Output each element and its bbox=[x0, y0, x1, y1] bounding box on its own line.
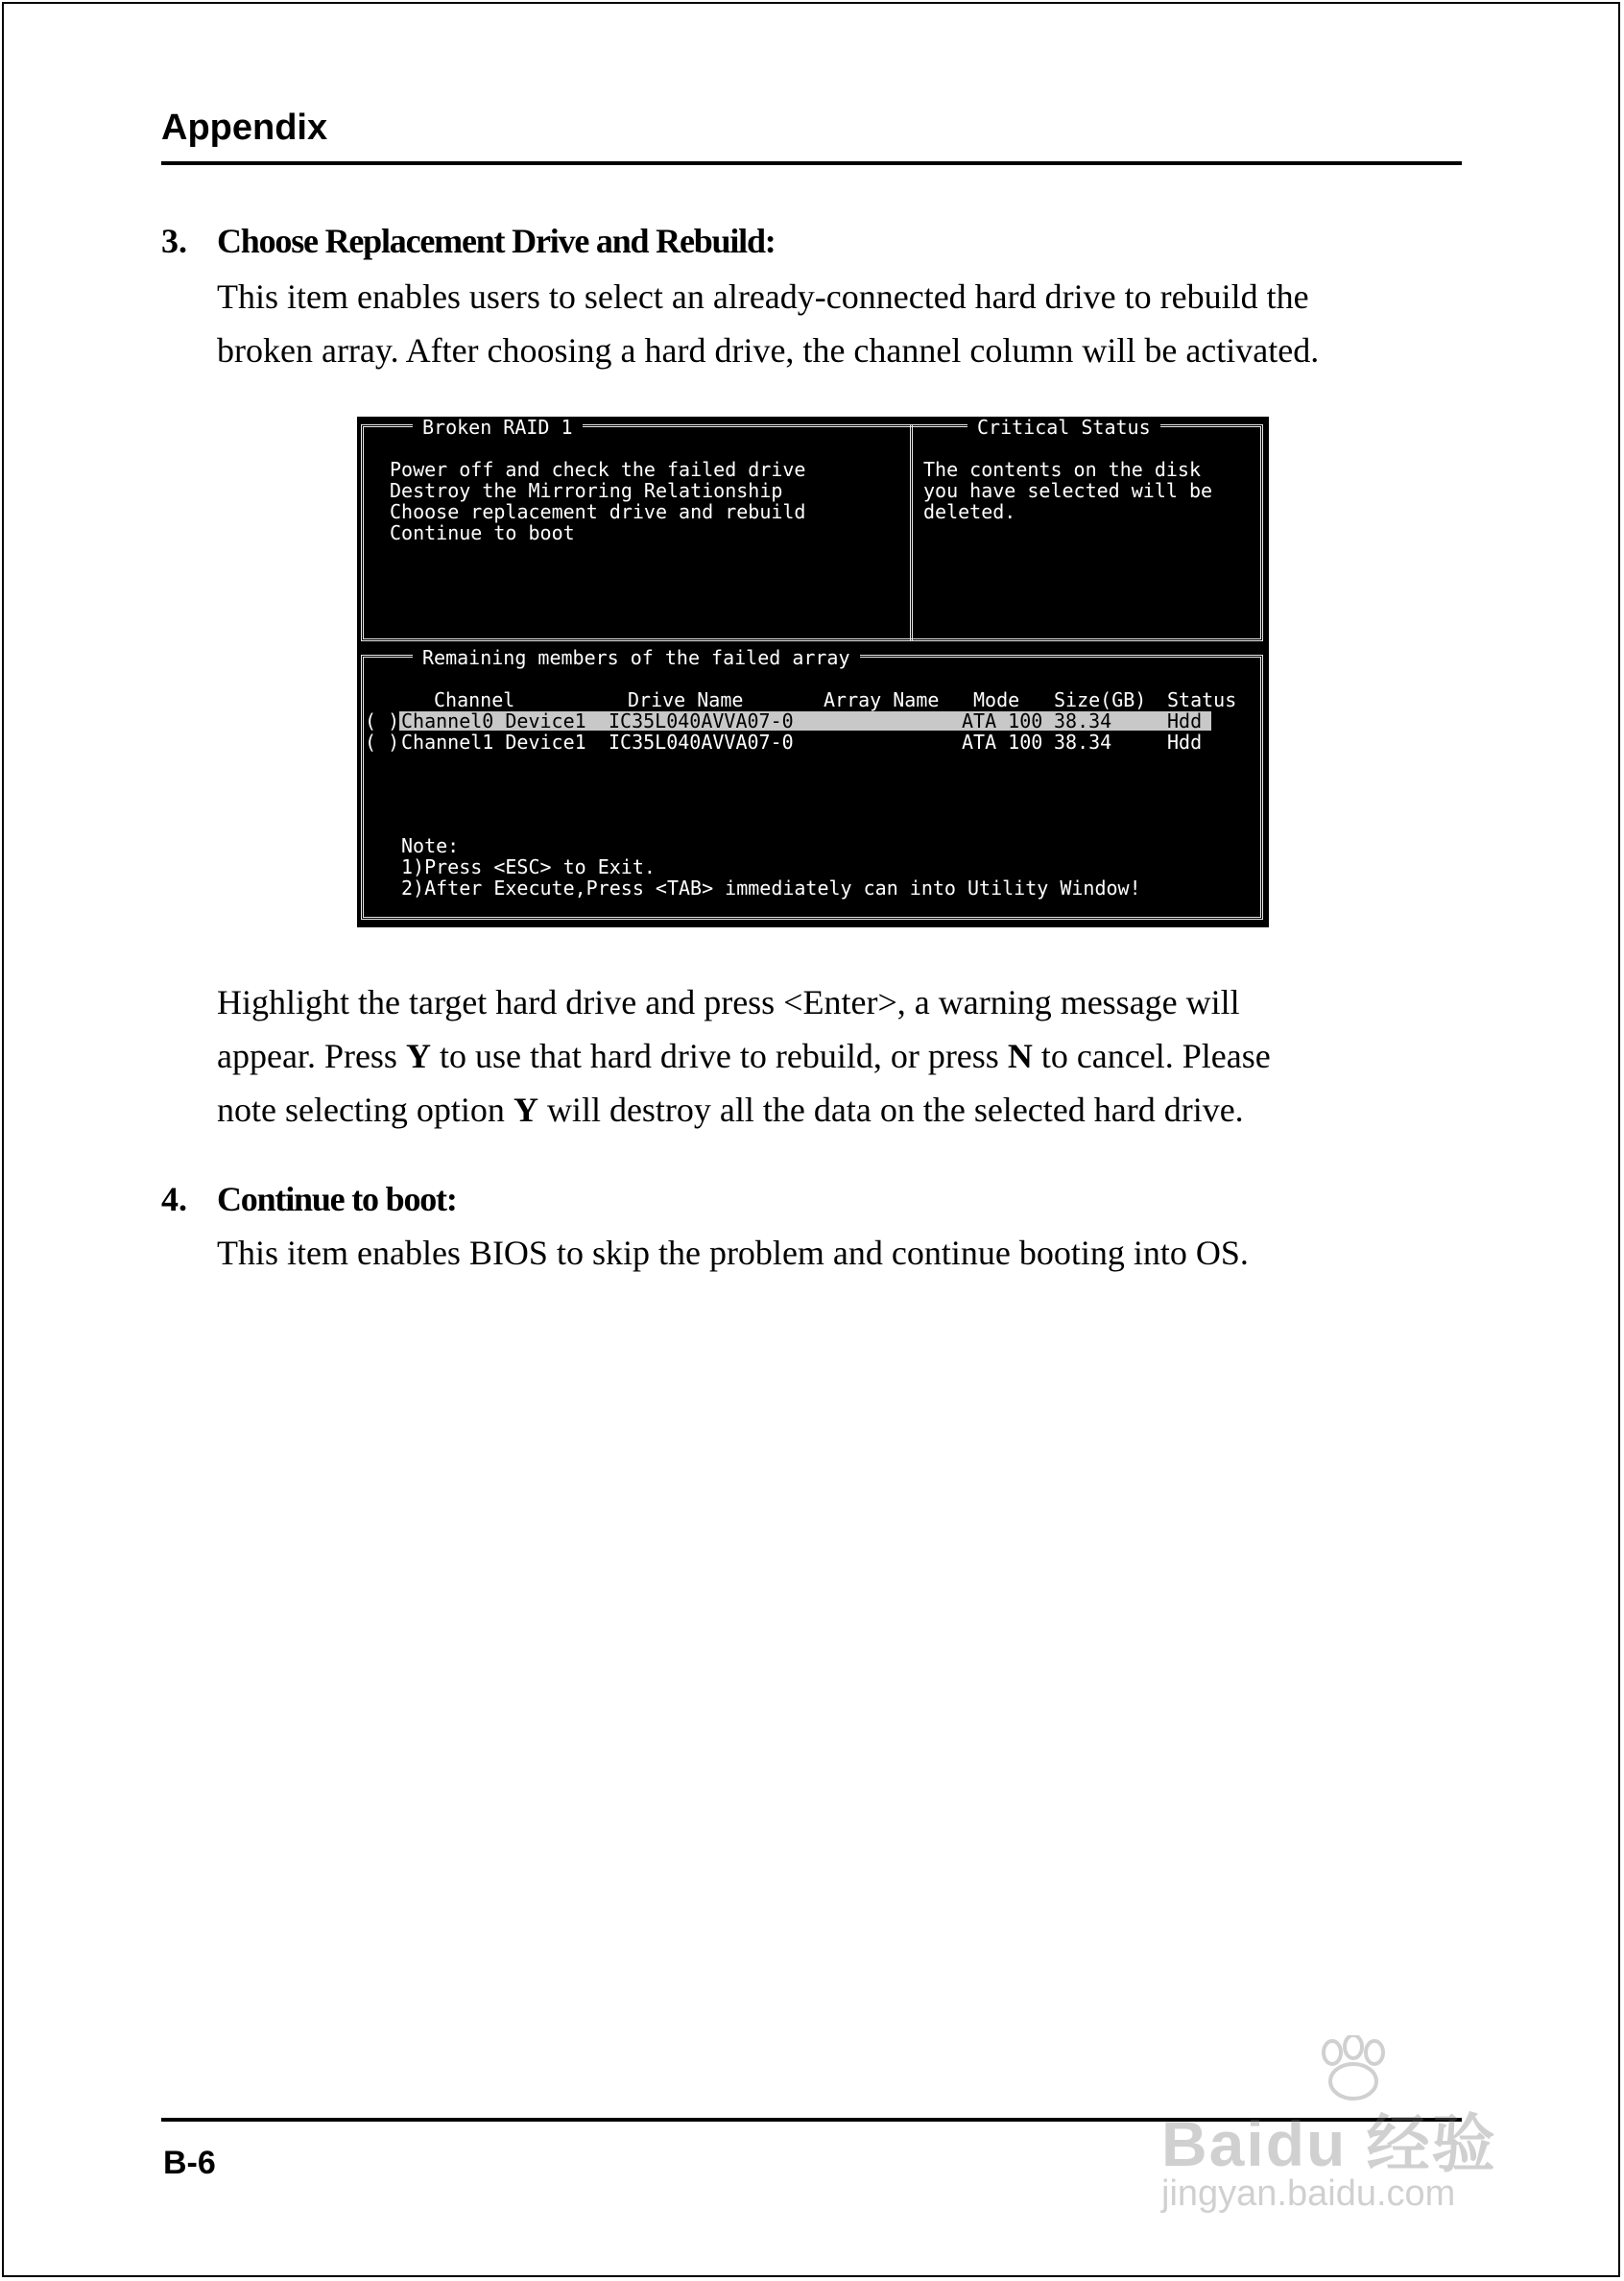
broken-raid-title: Broken RAID 1 bbox=[413, 417, 583, 438]
column-header-status: Status bbox=[1167, 688, 1237, 711]
column-header-drive-name: Drive Name bbox=[628, 688, 744, 711]
row-1-size: 38.34 bbox=[1054, 709, 1112, 732]
section-3-intro-line-2: broken array. After choosing a hard drive, the channel column will be activated. bbox=[217, 331, 1320, 370]
column-header-channel: Channel bbox=[434, 688, 515, 711]
menu-item-choose-replacement[interactable]: Choose replacement drive and rebuild bbox=[390, 500, 806, 523]
watermark-brand: Baidu 经验 bbox=[1161, 2108, 1497, 2179]
text-run: to cancel. Please bbox=[1032, 1037, 1271, 1075]
header-rule bbox=[161, 161, 1462, 165]
footer-page-number: B-6 bbox=[163, 2145, 216, 2181]
header-title: Appendix bbox=[161, 108, 328, 148]
text-run: to use that hard drive to rebuild, or press bbox=[430, 1037, 1008, 1075]
row-1-status: Hdd bbox=[1167, 709, 1203, 732]
key-y: Y bbox=[513, 1091, 538, 1129]
column-header-array-name: Array Name bbox=[824, 688, 940, 711]
menu-item-destroy-mirroring[interactable]: Destroy the Mirroring Relationship bbox=[390, 479, 783, 502]
row-1-channel[interactable]: Channel0 Device1 bbox=[401, 709, 586, 732]
row-2-size: 38.34 bbox=[1054, 731, 1112, 754]
top-panel-divider bbox=[910, 424, 913, 641]
note-title: Note: bbox=[401, 834, 460, 857]
status-line-1: The contents on the disk bbox=[923, 458, 1201, 481]
watermark-url: jingyan.baidu.com bbox=[1161, 2173, 1456, 2214]
bios-raid-screen bbox=[357, 417, 1269, 927]
text-run: will destroy all the data on the selected hard drive. bbox=[537, 1091, 1244, 1129]
row-2-drive-name: IC35L040AVVA07-0 bbox=[609, 731, 794, 754]
section-3-intro-line-1: This item enables users to select an already-connected hard drive to rebuild the bbox=[217, 277, 1309, 316]
section-3-number: 3. bbox=[161, 222, 187, 260]
members-title: Remaining members of the failed array bbox=[413, 647, 860, 668]
note-line-2: 2)After Execute,Press <TAB> immediately can into Utility Window! bbox=[401, 876, 1141, 900]
row-2-status: Hdd bbox=[1167, 731, 1203, 754]
section-3-after-line-1: Highlight the target hard drive and press <Enter>, a warning message will bbox=[217, 983, 1240, 1021]
row-2-checkbox[interactable]: ( ) bbox=[365, 731, 400, 754]
key-y: Y bbox=[405, 1037, 431, 1075]
menu-item-power-off[interactable]: Power off and check the failed drive bbox=[390, 458, 806, 481]
key-n: N bbox=[1007, 1037, 1033, 1075]
baidu-watermark bbox=[1152, 2035, 1536, 2227]
status-line-3: deleted. bbox=[923, 500, 1016, 523]
row-1-checkbox[interactable]: ( ) bbox=[365, 709, 400, 732]
text-run: note selecting option bbox=[217, 1091, 513, 1129]
section-3-after-line-2 bbox=[217, 1029, 1465, 1083]
row-2-channel[interactable]: Channel1 Device1 bbox=[401, 731, 586, 754]
text-run: appear. Press bbox=[217, 1037, 406, 1075]
critical-status-title: Critical Status bbox=[967, 417, 1160, 438]
section-4-number: 4. bbox=[161, 1180, 187, 1218]
menu-item-continue-boot[interactable]: Continue to boot bbox=[390, 521, 575, 544]
section-4-title: Continue to boot: bbox=[217, 1180, 457, 1218]
section-3-after-line-3 bbox=[217, 1083, 1465, 1137]
row-2-mode: ATA 100 bbox=[962, 731, 1043, 754]
column-header-mode: Mode bbox=[973, 688, 1020, 711]
row-1-mode: ATA 100 bbox=[962, 709, 1043, 732]
status-line-2: you have selected will be bbox=[923, 479, 1213, 502]
section-3-title: Choose Replacement Drive and Rebuild: bbox=[217, 222, 776, 260]
section-4-text: This item enables BIOS to skip the problem and continue booting into OS. bbox=[217, 1234, 1249, 1272]
row-1-drive-name: IC35L040AVVA07-0 bbox=[609, 709, 794, 732]
note-line-1: 1)Press <ESC> to Exit. bbox=[401, 855, 656, 878]
column-header-size: Size(GB) bbox=[1054, 688, 1147, 711]
